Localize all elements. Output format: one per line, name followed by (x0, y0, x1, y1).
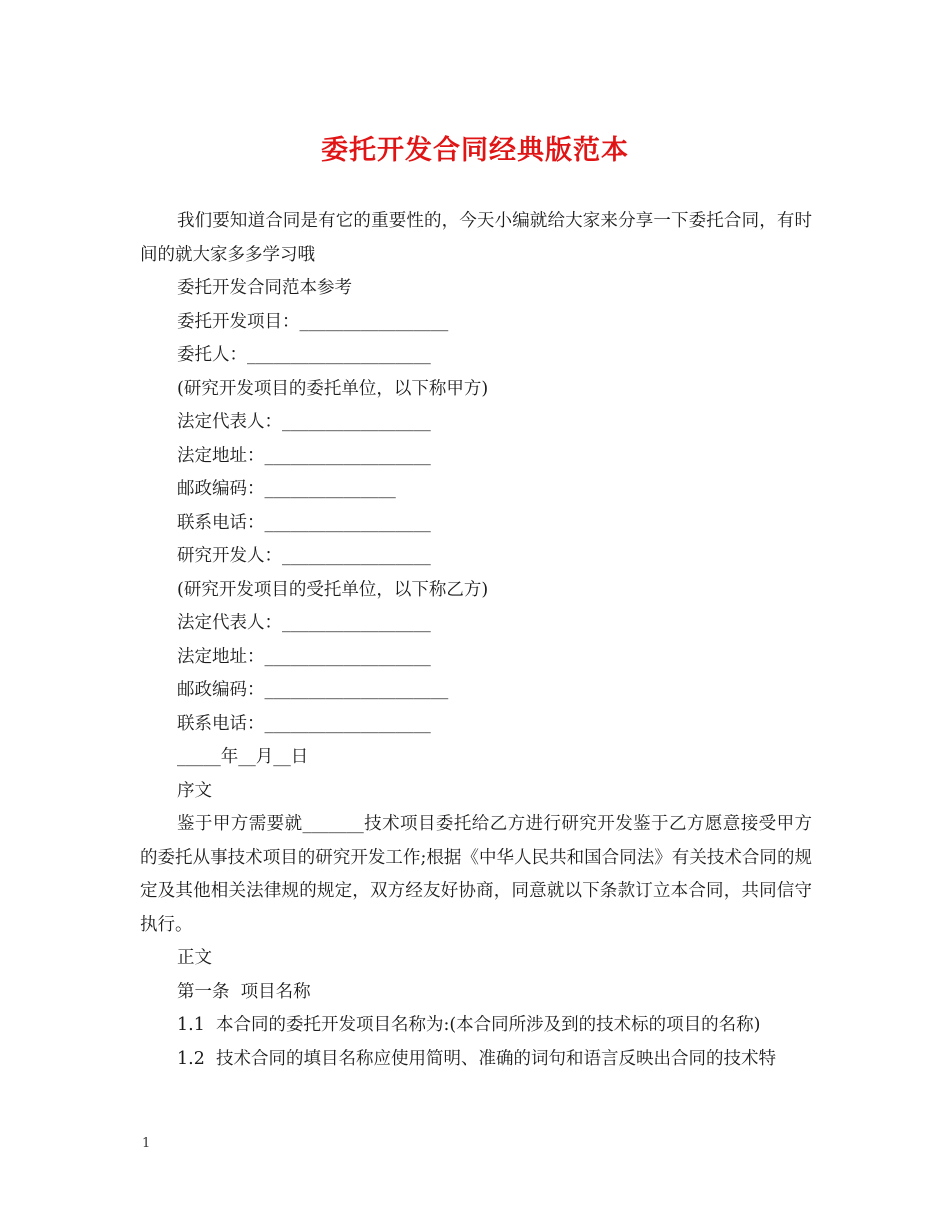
document-body (140, 205, 812, 1076)
form-field-client: 委托人：_____________________ (177, 345, 431, 365)
form-field-developer: 研究开发人：_________________ (177, 546, 431, 566)
preamble-heading: 序文 (177, 780, 212, 801)
date-line: _____年__月__日 (177, 747, 309, 767)
body-heading: 正文 (177, 948, 212, 968)
form-field-postcode-a: 邮政编码：_______________ (177, 479, 396, 499)
party-a-note: (研究开发项目的委托单位，以下称甲方) (177, 378, 489, 399)
form-field-phone-a: 联系电话：___________________ (177, 512, 431, 533)
form-field-address-b: 法定地址：___________________ (177, 646, 431, 667)
form-field-postcode-b: 邮政编码：_____________________ (177, 680, 449, 700)
article-heading: 第一条 项目名称 (177, 981, 311, 1002)
document-title: 委托开发合同经典版范本 (321, 135, 629, 166)
section-heading: 委托开发合同范本参考 (177, 278, 352, 298)
form-field-address-a: 法定地址：___________________ (177, 445, 431, 466)
intro-paragraph: 我们要知道合同是有它的重要性的，今天小编就给大家来分享一下委托合同，有时间的就大家多多学习哦 (140, 211, 812, 265)
form-field-legal-rep-b: 法定代表人：_________________ (177, 613, 431, 633)
form-field-project: 委托开发项目：_________________ (177, 311, 449, 332)
form-field-legal-rep-a: 法定代表人：_________________ (177, 412, 431, 432)
party-b-note: (研究开发项目的受托单位，以下称乙方) (177, 579, 489, 600)
clause-1-1: 1.1 本合同的委托开发项目名称为:(本合同所涉及到的技术标的项目的名称) (177, 1015, 761, 1035)
page-number: 1 (142, 1136, 151, 1151)
clause-1-2: 1.2 技术合同的填目名称应使用简明、准确的词句和语言反映出合同的技术特 (177, 1048, 776, 1069)
preamble-paragraph: 鉴于甲方需要就_______技术项目委托给乙方进行研究开发鉴于乙方愿意接受甲方的委托从事技术项目的研究开发工作;根据《中华人民共和国合同法》有关技术合同的规定及其他相关法律规的规定，双方经友好协商，同意就以下条款订立本合同，共同信守执行。 (140, 814, 812, 935)
form-field-phone-b: 联系电话：___________________ (177, 713, 431, 734)
